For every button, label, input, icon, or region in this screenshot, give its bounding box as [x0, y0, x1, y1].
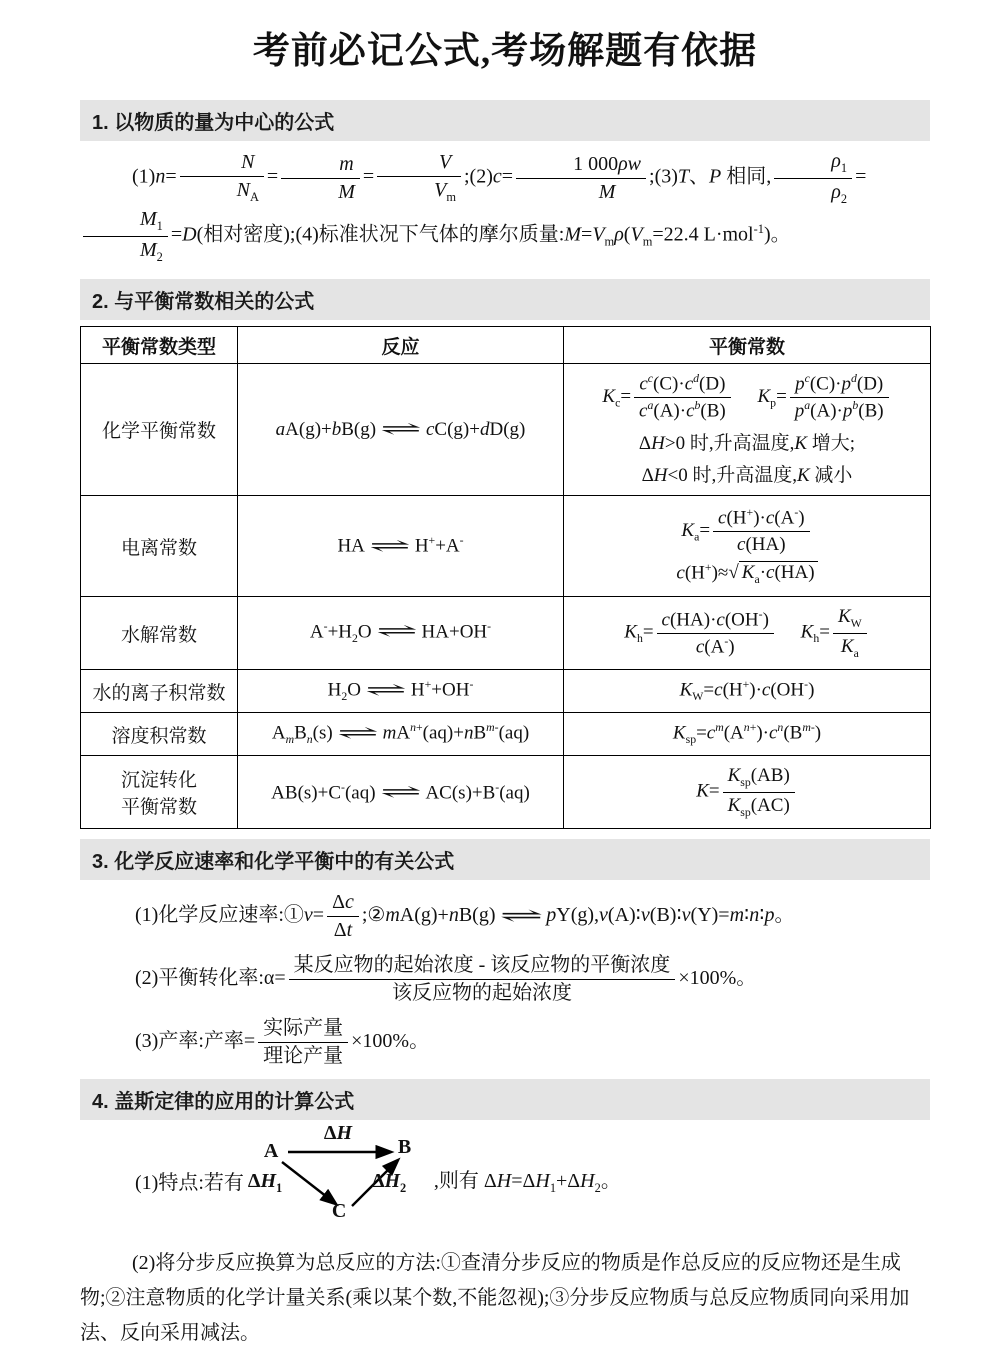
hess-node-a-label: A — [263, 1140, 279, 1163]
col-header-constant: 平衡常数 — [564, 327, 931, 364]
cell-constant: $K_c=$ $\frac{c^c(C)\cdot c^d(D)}{c^a(A)\cdot c^b(B)}$ $K_p=$ $\frac{p^c(C)\cdot p^d(D)}{p^a(A)\cdot p^b(B)}$ ΔH>0 时,升高温度,K 增大; ΔH<0 时,升高温度,K 减小 — [564, 364, 931, 496]
section-2-heading: 2. 与平衡常数相关的公式 — [80, 279, 930, 320]
hess-delta-h1-label: $\Delta H_1$ — [247, 1170, 283, 1196]
hess-delta-h2-label: $\Delta H_2$ — [371, 1170, 407, 1196]
cell-constant: K= $\frac{K_{sp}(AB)}{K_{sp}(AC)}$ — [564, 756, 931, 829]
section-3-heading: 3. 化学反应速率和化学平衡中的有关公式 — [80, 839, 930, 880]
hess-node-b-label: B — [397, 1136, 412, 1159]
cell-reaction: $A^-+H_2O$ ⇌ HA+OH- — [238, 597, 564, 670]
hess-delta-h-label: ΔH — [323, 1122, 352, 1145]
stepwise-method-paragraph: (2)将分步反应换算为总反应的方法:①查清分步反应的物质是作总反应的反应物还是生成物;②注意物质的化学计量关系(乘以某个数,不能忽视);③分步反应物质与总反应物质同向采用加法、反向采用减法。 — [80, 1252, 910, 1345]
cell-constant: $K_h=$ $\frac{c(HA)\cdot c(OH^-)}{c(A^-)}$ $K_h=$ $\frac{K_W}{K_a}$ — [564, 597, 931, 670]
section-1-heading: 1. 以物质的量为中心的公式 — [80, 100, 930, 141]
cell-reaction: aA(g)+bB(g) ⇌ cC(g)+dD(g) — [238, 364, 564, 496]
equilibrium-constants-table — [80, 326, 931, 829]
cell-type: 化学平衡常数 — [81, 364, 238, 496]
hess-suffix-text: ,则有 $\Delta H=\Delta H_1+\Delta H_2$。 — [433, 1170, 621, 1196]
hess-prefix-text: (1)特点:若有 — [135, 1171, 244, 1194]
table-row — [81, 364, 931, 496]
table-row — [81, 713, 931, 756]
table-row — [81, 597, 931, 670]
table-row — [81, 496, 931, 597]
section-1-formulas: (1)n= $\frac{N}{N_A}$ = $\frac{m}{M}$ = $\frac{V}{V_m}$ ;(2)c= $\frac{1 000\rho w}{M}$ ;(3)T、P 相同, $\frac{\rho_1}{\rho_2}$ = $\frac{M_1}{M_2}$ =D(相对密度);(4)标准状况下气体的摩尔质量$:M=V_m\rho(V_m=22.4$ L·mol$^{-1}$)。 — [80, 149, 930, 265]
yield-formula-item: (3)产率:产率= $\frac{\text{实际产量}}{\text{理论产量}}$ ×100%。 — [135, 1017, 430, 1068]
table-row — [81, 756, 931, 829]
cell-type: 溶度积常数 — [81, 713, 238, 756]
cell-reaction: $H_2O$ ⇌ H++OH- — [238, 670, 564, 713]
hess-node-c-label: C — [331, 1200, 347, 1223]
cell-reaction: $A_mB_n(s)$ ⇌ $mA^{n+}(aq)+nB^{m-}(aq)$ — [238, 713, 564, 756]
cell-type: 电离常数 — [81, 496, 238, 597]
cell-type: 水解常数 — [81, 597, 238, 670]
rate-formula-item: (1)化学反应速率:①v= $\frac{\Delta c}{\Delta t}$ ;②mA(g)+nB(g) ⇌ pY(g),v(A)∶v(B)∶v(Y)=m∶n∶p。 — [135, 891, 795, 942]
col-header-reaction: 反应 — [238, 327, 564, 364]
cell-type: 水的离子积常数 — [81, 670, 238, 713]
cell-constant: $K_W=c(H^+)\cdot c(OH^-)$ — [564, 670, 931, 713]
cell-type: 沉淀转化 平衡常数 — [81, 756, 238, 829]
cell-constant: $K_a=$ $\frac{c(H^+)\cdot c(A^-)}{c(HA)}$ c(H+)≈√ $K_a\cdot c(HA)$ — [564, 496, 931, 597]
table-row — [81, 670, 931, 713]
col-header-type: 平衡常数类型 — [81, 327, 238, 364]
section-4-heading: 4. 盖斯定律的应用的计算公式 — [80, 1079, 930, 1120]
hess-feature-line — [80, 1122, 930, 1230]
cell-reaction: HA ⇌ H++A- — [238, 496, 564, 597]
cell-reaction: AB(s)+C-(aq) ⇌ AC(s)+B-(aq) — [238, 756, 564, 829]
table-header-row — [81, 327, 931, 364]
page-title: 考前必记公式,考场解题有依据 — [252, 31, 758, 72]
hess-triangle-diagram — [247, 1122, 430, 1230]
cell-constant: $K_{sp}=c^m(A^{n+})\cdot c^n(B^{m-})$ — [564, 713, 931, 756]
conversion-rate-item: (2)平衡转化率:α= $\frac{\text{某反应物的起始浓度 - 该反应物的平衡浓度}}{\text{该反应物的起始浓度}}$ ×100%。 — [135, 954, 757, 1005]
